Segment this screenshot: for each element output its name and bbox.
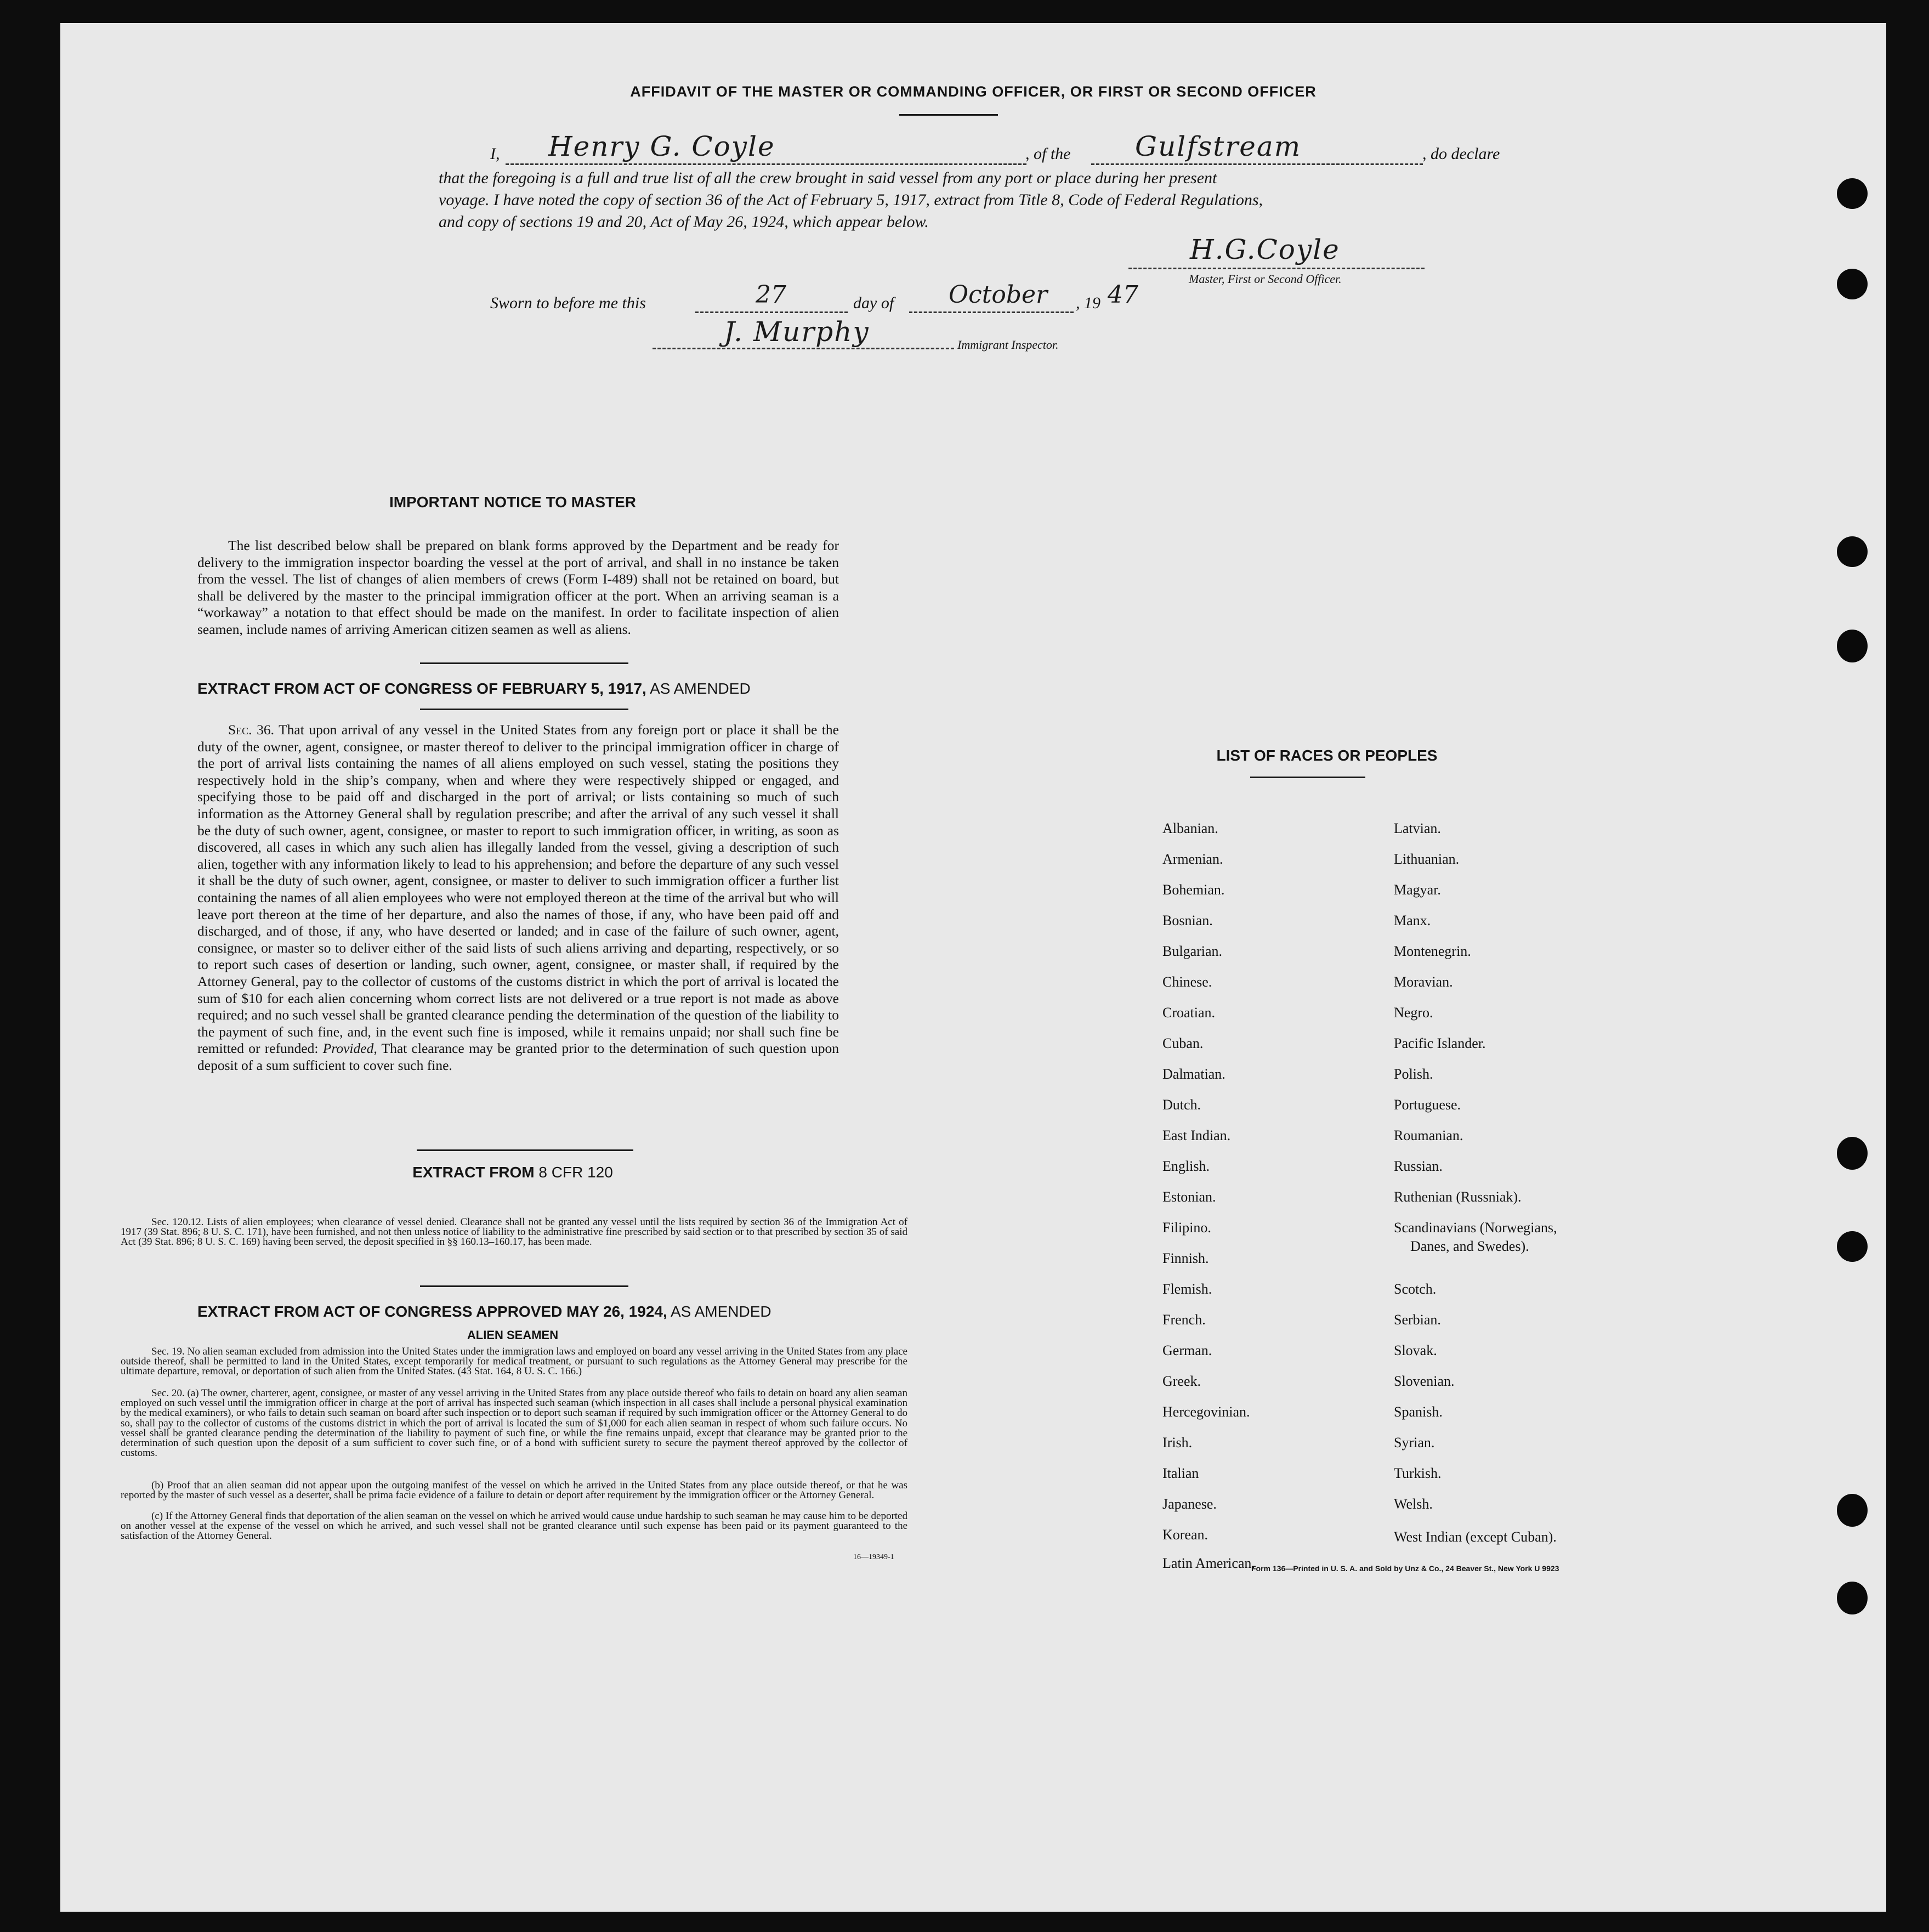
punch-hole [1837,1494,1868,1527]
section-36-divider [417,1149,633,1151]
of-the-label: , of the [1025,145,1071,163]
master-name-line [506,163,1026,165]
extract-1917-divider [420,709,628,710]
race-item: Croatian. [1162,1005,1216,1021]
race-item: Turkish. [1394,1465,1442,1481]
race-item: Cuban. [1162,1035,1204,1051]
punch-hole [1837,178,1868,209]
day-of-label: day of [853,294,894,312]
year-prefix: , 19 [1076,294,1100,312]
race-item: Chinese. [1162,974,1212,990]
month-line [909,311,1074,313]
notice-divider [420,662,628,664]
race-item: Slovenian. [1394,1373,1455,1389]
notice-title: IMPORTANT NOTICE TO MASTER [389,494,637,511]
race-item: French. [1162,1312,1206,1328]
race-item: Japanese. [1162,1496,1217,1512]
inspector-signature-line [653,348,954,349]
race-item: Bosnian. [1162,913,1213,928]
race-item: Latin American. [1162,1555,1255,1571]
race-item: Korean. [1162,1527,1209,1543]
extract-1924-title [197,1303,844,1321]
extract-1917-title [197,680,844,698]
race-item: Danes, and Swedes). [1410,1238,1529,1254]
punch-hole [1837,630,1868,662]
race-item: Hercegovinian. [1162,1404,1250,1420]
race-item: Slovak. [1394,1342,1437,1358]
extract-1924-title-rest: AS AMENDED [667,1303,771,1320]
race-item: Dalmatian. [1162,1066,1226,1082]
race-item: Italian [1162,1465,1199,1481]
race-item: Latvian. [1394,820,1441,836]
race-item: Lithuanian. [1394,851,1460,867]
declaration-line-2: that the foregoing is a full and true list of all the crew brought in said vessel from any port or place during her present [439,169,1217,187]
section-20c-text: (c) If the Attorney General finds that deportation of the alien seaman on the vessel on which he arrived would cause undue hardship to such seaman he may cause him to be deported on another vessel at the expense of the vessel on which he arrived, and such vessel shall not be granted clearance until such expense has been paid or its payment guaranteed to the satisfaction of the Attorney General. [121,1510,907,1542]
race-item: Moravian. [1394,974,1453,990]
race-item: Scotch. [1394,1281,1437,1297]
declaration-line-4: and copy of sections 19 and 20, Act of May 26, 1924, which appear below. [439,213,929,231]
race-item: Ruthenian (Russniak). [1394,1189,1522,1205]
race-item: Albanian. [1162,820,1218,836]
race-item: Pacific Islander. [1394,1035,1486,1051]
race-item: Irish. [1162,1435,1193,1451]
race-item: East Indian. [1162,1128,1231,1143]
race-item: Spanish. [1394,1404,1443,1420]
alien-seamen-subtitle: ALIEN SEAMEN [467,1328,559,1342]
extract-cfr-title [192,1164,833,1181]
section-36-text [197,722,839,1074]
race-item: Armenian. [1162,851,1223,867]
do-declare-label: , do declare [1422,145,1500,163]
races-divider [1250,777,1365,778]
punch-hole [1837,269,1868,299]
punch-hole [1837,536,1868,567]
race-item: Syrian. [1394,1435,1435,1451]
race-item: Magyar. [1394,882,1441,898]
section-19-text: Sec. 19. No alien seaman excluded from admission into the United States under the immigration laws and employed on board any vessel arriving in the United States from any place outside thereof, shall be permitted to land in the United States, except temporarily for medical treatment, or pursuant to such regulations as the Attorney General may prescribe for the ultimate departure, removal, or deportation of such alien from the United States. (43 Stat. 164, 8 U. S. C. 166.) [121,1346,907,1378]
extract-cfr-title-bold: EXTRACT FROM [412,1164,535,1181]
master-name-handwritten: Henry G. Coyle [548,131,775,162]
form-info: Form 136—Printed in U. S. A. and Sold by Unz & Co., 24 Beaver St., New York U 9923 [1251,1564,1559,1573]
race-item: English. [1162,1158,1210,1174]
race-item: Welsh. [1394,1496,1433,1512]
race-item: Filipino. [1162,1220,1211,1236]
sworn-day-handwritten: 27 [756,281,786,309]
extract-1917-title-bold: EXTRACT FROM ACT OF CONGRESS OF FEBRUARY 5, 1917, [197,680,646,697]
day-line [695,311,848,313]
declaration-line-3: voyage. I have noted the copy of section 36 of the Act of February 5, 1917, extract from Title 8, Code of Federal Regulations, [439,191,1263,209]
race-item: Flemish. [1162,1281,1212,1297]
race-item: Manx. [1394,913,1431,928]
sworn-label: Sworn to before me this [490,294,646,312]
race-item: Bohemian. [1162,882,1225,898]
race-item: Greek. [1162,1373,1201,1389]
section-20b-text: (b) Proof that an alien seaman did not appear upon the outgoing manifest of the vessel on which he arrived in the United States from any place outside thereof, or that he was reported by the master of such vessel as a deserter, shall be prima facie evidence of a failure to detain or deport after requirement by the immigration officer or the Attorney General. [121,1480,907,1502]
extract-1924-title-bold: EXTRACT FROM ACT OF CONGRESS APPROVED MAY 26, 1924, [197,1303,667,1320]
sworn-year-handwritten: 47 [1108,281,1138,309]
race-item: Serbian. [1394,1312,1441,1328]
punch-hole [1837,1582,1868,1614]
vessel-name-handwritten: Gulfstream [1135,131,1302,162]
race-item: Finnish. [1162,1250,1209,1266]
extract-cfr-title-rest: 8 CFR 120 [534,1164,613,1181]
race-item: Roumanian. [1394,1128,1463,1143]
section-36-provided: Provided, [322,1040,377,1057]
cfr-divider [420,1285,628,1287]
race-item: Bulgarian. [1162,943,1223,959]
race-item: Scandinavians (Norwegians, [1394,1220,1557,1236]
master-caption: Master, First or Second Officer. [1189,272,1342,286]
race-item: Russian. [1394,1158,1443,1174]
race-item: Negro. [1394,1005,1433,1021]
affidavit-i-label: I, [490,145,500,163]
race-item: German. [1162,1342,1212,1358]
master-signature-line [1128,268,1425,269]
sworn-month-handwritten: October [949,281,1048,309]
punch-hole [1837,1231,1868,1262]
race-item: West Indian (except Cuban). [1394,1529,1557,1545]
race-item: Estonian. [1162,1189,1216,1205]
section-36-body-b: That clearance may be granted prior to the determination of such question upon deposit of a sum sufficient to cover such fine. [197,1040,839,1073]
print-code: 16—19349-1 [853,1553,894,1561]
race-item: Montenegrin. [1394,943,1471,959]
title-divider [899,114,998,116]
inspector-caption: Immigrant Inspector. [957,338,1059,352]
document-page [60,23,1886,1912]
notice-text: The list described below shall be prepared on blank forms approved by the Department and be ready for delivery to the immigration inspector boarding the vessel at the port of arrival, and shall in no instance be taken from the vessel. The list of changes of alien members of crews (Form I-489) shall not be retained on board, but shall be delivered by the master to the principal immigration officer at the port. When an arriving seaman is a “workaway” a notation to that effect should be made on the manifest. In order to facilitate inspection of alien seamen, include names of arriving American citizen seamen as well as aliens. [197,537,839,637]
extract-1917-title-rest: AS AMENDED [646,680,751,697]
section-36-body-a: That upon arrival of any vessel in the United States from any foreign port or place it shall be the duty of the owner, agent, consignee, or master thereof to deliver to the principal immigration officer in charge of the port of arrival lists containing the names of all aliens employed on such vessel, stating the positions they respectively hold in the ship’s company, when and where they were respectively shipped or engaged, and specifying those to be paid off and discharged in the port of arrival; or lists containing so much of such information as the Attorney General shall by regulation prescribe; and after the arrival of any such vessel it shall be the duty of such owner, agent, consignee, or master to report to such immigration officer, in writing, as soon as discovered, all cases in which any such alien has illegally landed from the vessel, giving a description of such alien, together with any information likely to lead to his apprehension; and before the departure of any such vessel it shall be the duty of such owner, agent, consignee, or master to deliver to such immigration officer a further list containing the names of all alien employees who were not employed thereon at the time of the arrival but who will leave port thereon at the time of her departure, and also the names of those, if any, who have been paid off and discharged, and of those, if any, who have deserted or landed; and in case of the failure of such owner, agent, consignee, or master so to deliver either of the said lists of such aliens arriving and departing, respectively, or so to report such cases of desertion or landing, such owner, agent, consignee, or master shall, if required by the Attorney General, pay to the collector of customs of the customs district in which the port of arrival is located the sum of $10 for each alien concerning whom correct lists are not delivered or a true report is not made as above required; and no such vessel shall be granted clearance pending the determination of the question of the liability to the payment of such fine, and, in the event such fine is imposed, while it remains unpaid; nor shall such fine be remitted or refunded: [197,722,839,1057]
inspector-signature: J. Murphy [724,316,870,348]
cfr-120-12-text: Sec. 120.12. Lists of alien employees; when clearance of vessel denied. Clearance shall not be granted any vessel until the lists required by section 36 of the Immigration Act of 1917 (39 Stat. 896; 8 U. S. C. 171), have been furnished, and not then unless notice of liability to the administrative fine prescribed by said section or to that prescribed by section 35 of said Act (39 Stat. 896; 8 U. S. C. 169) having been served, the deposit specified in §§ 160.13–160.17, has been made. [121,1216,907,1248]
section-36-label: Sec. 36. [228,722,274,738]
race-item: Polish. [1394,1066,1433,1082]
section-20a-text: Sec. 20. (a) The owner, charterer, agent, consignee, or master of any vessel arriving in the United States from any place outside thereof who fails to detain on board any alien seaman employed on such vessel until the immigration officer in charge at the port of arrival has inspected such seaman (which inspection in all cases shall include a personal physical examination by the medical examiners), or who fails to detain such seaman on board after such inspection or to deport such seaman if required by such immigration officer or the Attorney General to do so, shall pay to the collector of customs of the customs district in which the port of arrival is located the sum of $1,000 for each alien seaman in respect of whom such failure occurs. No vessel shall be granted clearance pending the determination of the liability to payment of such fine, or while the fine remains unpaid, except that clearance may be granted prior to the determination of such question upon the deposit of a sum sufficient to cover such fine, or of a bond with sufficient surety to secure the payment thereof approved by the collector of customs. [121,1387,907,1459]
master-signature: H.G.Coyle [1190,234,1340,265]
punch-hole [1837,1137,1868,1170]
vessel-name-line [1091,163,1423,165]
races-title: LIST OF RACES OR PEOPLES [1216,747,1438,764]
race-item: Portuguese. [1394,1097,1461,1113]
race-item: Dutch. [1162,1097,1201,1113]
affidavit-title: AFFIDAVIT OF THE MASTER OR COMMANDING OFFICER, OR FIRST OR SECOND OFFICER [630,83,1317,100]
